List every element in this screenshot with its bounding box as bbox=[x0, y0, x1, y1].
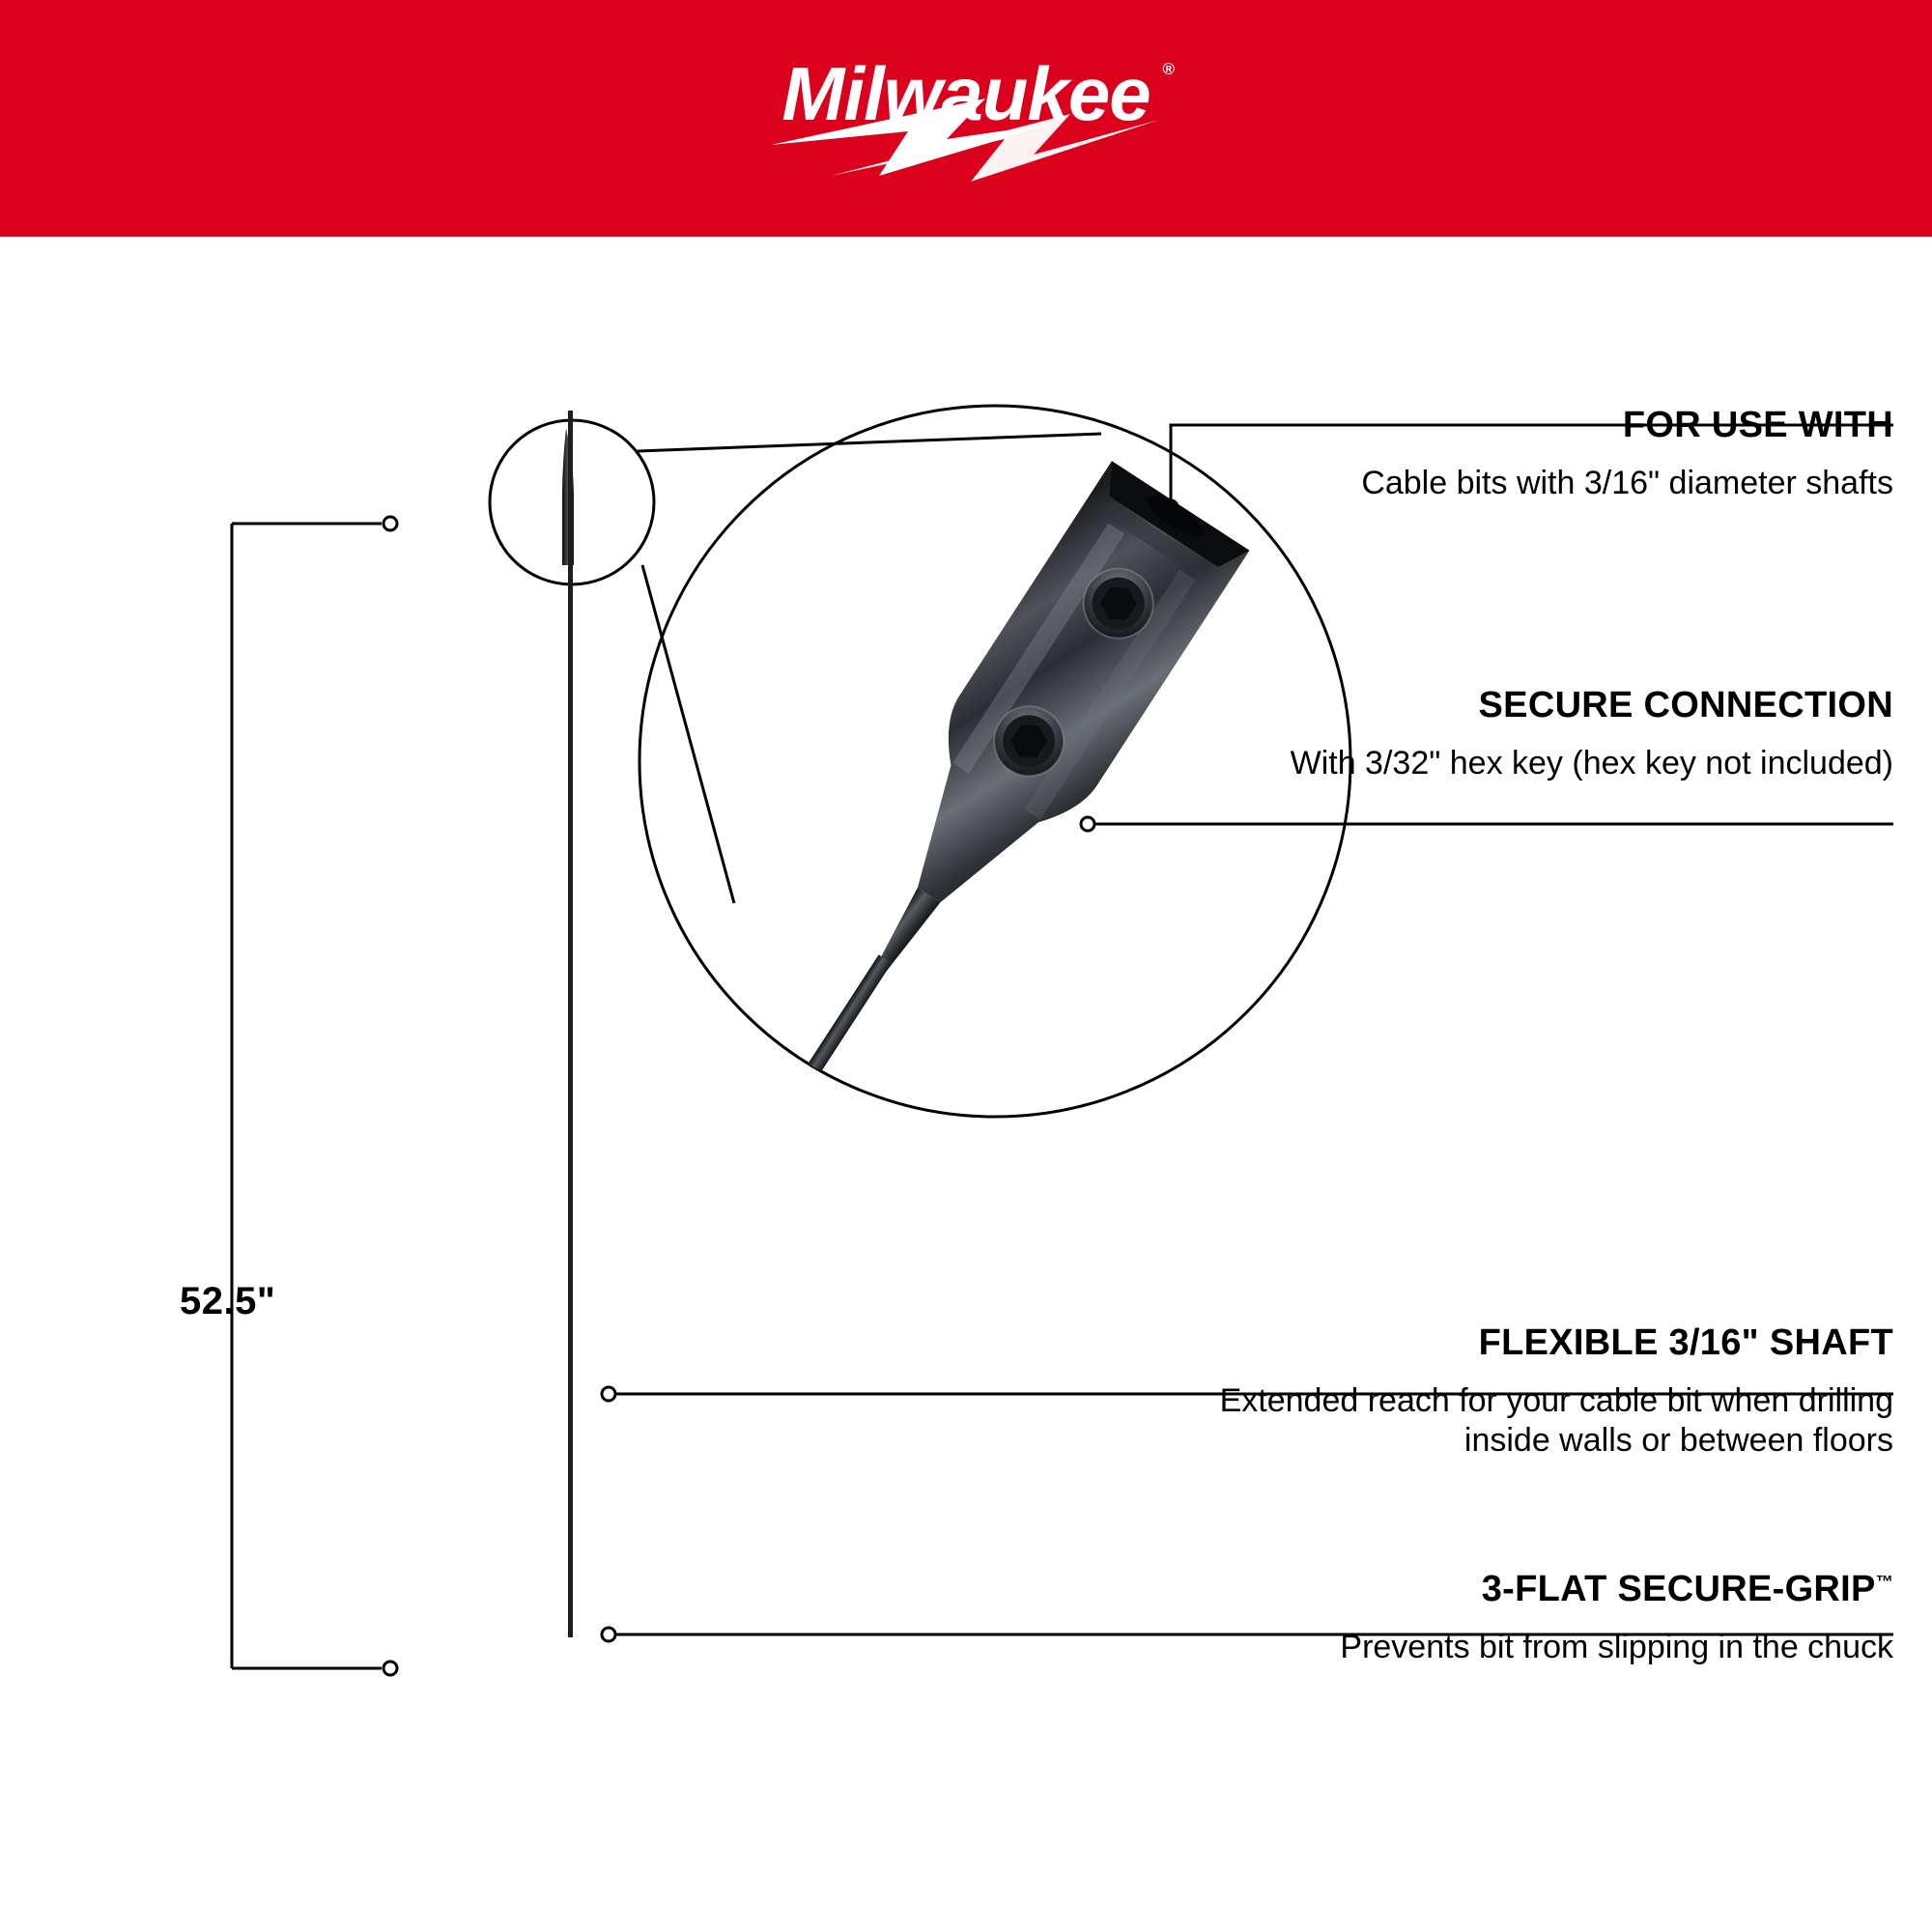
flexible-shaft-graphic bbox=[568, 411, 573, 1637]
callout-secure-connection bbox=[1159, 686, 1893, 783]
callout-body: With 3/32" hex key (hex key not included) bbox=[1290, 744, 1893, 781]
callout-title: FOR USE WITH bbox=[1622, 405, 1893, 445]
trademark-symbol: ™ bbox=[1875, 1572, 1893, 1592]
callout-body: Prevents bit from slipping in the chuck bbox=[1340, 1628, 1893, 1665]
callout-for-use-with bbox=[1159, 406, 1893, 503]
callout-title: FLEXIBLE 3/16" SHAFT bbox=[1478, 1322, 1893, 1363]
overall-length-label: 52.5" bbox=[180, 1280, 276, 1322]
callout-body: Extended reach for your cable bit when drilling inside walls or between floors bbox=[1219, 1381, 1893, 1460]
callout-title-text: 3-FLAT SECURE-GRIP bbox=[1481, 1569, 1876, 1609]
callout-title: SECURE CONNECTION bbox=[1478, 685, 1893, 725]
svg-text:Milwaukee: Milwaukee bbox=[781, 51, 1151, 136]
registered-trademark-symbol: ® bbox=[1162, 60, 1175, 78]
milwaukee-logo bbox=[763, 31, 1175, 195]
callout-body: Cable bits with 3/16" diameter shafts bbox=[1361, 464, 1893, 501]
callout-secure-grip bbox=[1159, 1570, 1893, 1667]
product-diagram bbox=[0, 237, 1932, 1932]
callout-title bbox=[1159, 1570, 1893, 1610]
callout-flexible-shaft bbox=[1159, 1323, 1893, 1462]
brand-header bbox=[0, 0, 1932, 237]
